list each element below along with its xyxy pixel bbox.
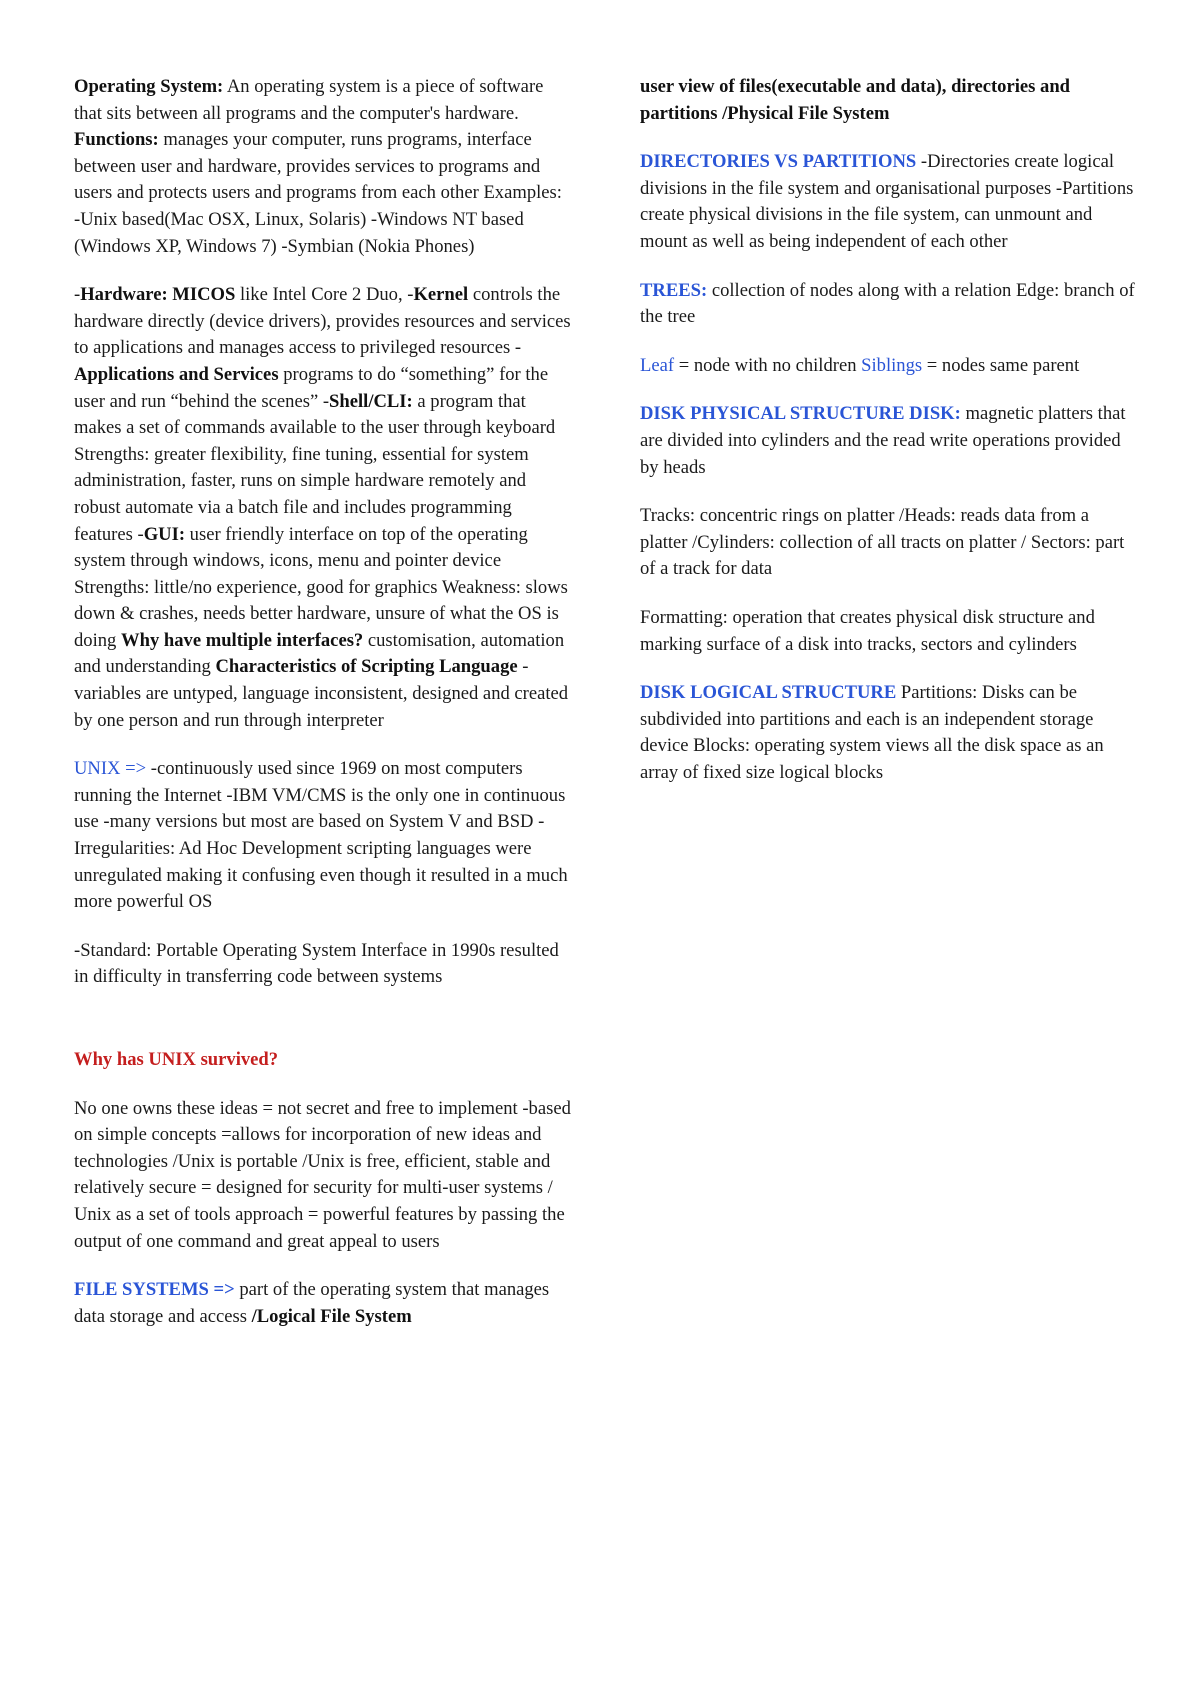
os-paragraph <box>74 74 572 260</box>
leaf-text: = node with no children <box>674 354 862 376</box>
disk-logical-paragraph <box>640 680 1140 786</box>
leaf-label: Leaf <box>640 354 675 376</box>
hardware-text-7: -variables are untyped, language inconsistent, designed and created by one person and run through interpreter <box>74 656 569 731</box>
file-systems-continued: user view of files(executable and data), directories and partitions /Physical File System <box>640 76 1071 124</box>
disk-logical-heading: DISK LOGICAL STRUCTURE <box>640 682 897 704</box>
file-systems-heading: FILE SYSTEMS => <box>74 1279 235 1301</box>
disk-physical-heading: DISK PHYSICAL STRUCTURE DISK: <box>640 403 961 425</box>
left-column <box>74 74 572 1352</box>
unix-paragraph <box>74 756 572 916</box>
hardware-text-5: user friendly interface on top of the operating system through windows, icons, menu and pointer device Strengths: little/no experience, good for graphics Weakness: slows down & crashes, needs better hardware, unsure of what the OS is doing <box>74 523 568 651</box>
logical-file-system-label: /Logical File System <box>251 1305 412 1327</box>
trees-heading: TREES: <box>640 279 708 301</box>
disk-physical-paragraph <box>640 401 1140 481</box>
hardware-text-2: controls the hardware directly (device drivers), provides resources and services to applications and manages access to privileged resources - <box>74 284 571 359</box>
directories-heading: DIRECTORIES VS PARTITIONS <box>640 151 917 173</box>
file-systems-paragraph <box>74 1277 572 1330</box>
hardware-text-3: programs to do “something” for the user and run “behind the scenes” - <box>74 363 549 412</box>
hardware-label: Hardware: MICOS <box>80 284 236 306</box>
siblings-text: = nodes same parent <box>922 354 1080 376</box>
standard-paragraph: -Standard: Portable Operating System Interface in 1990s resulted in difficulty in transferring code between systems <box>74 939 559 988</box>
applications-label: Applications and Services <box>74 363 279 385</box>
scripting-label: Characteristics of Scripting Language <box>215 656 518 678</box>
disk-physical-text: magnetic platters that are divided into cylinders and the read write operations provided by heads <box>640 403 1126 478</box>
os-label: Operating System: <box>74 76 224 97</box>
trees-text: collection of nodes along with a relation Edge: branch of the tree <box>640 279 1135 328</box>
directories-text: -Directories create logical divisions in the file system and organisational purposes -Partitions create physical divisions in the file system, can unmount and mount as well as being independent of each other <box>640 151 1134 252</box>
unix-text: -continuously used since 1969 on most computers running the Internet -IBM VM/CMS is the only one in continuous use -many versions but most are based on System V and BSD -Irregularities: Ad Hoc Development scripting languages were unregulated making it confusing even though it resulted in a much more powerful OS <box>74 758 568 913</box>
survived-paragraph: No one owns these ideas = not secret and free to implement -based on simple concepts =allows for incorporation of new ideas and technologies /Unix is portable /Unix is free, efficient, stable and relatively secure = designed for security for multi-user systems / Unix as a set of tools approach = powerful features by passing the output of one command and great appeal to users <box>74 1097 571 1252</box>
siblings-label: Siblings <box>861 354 923 376</box>
shell-label: Shell/CLI: <box>329 390 413 412</box>
formatting-paragraph: Formatting: operation that creates physical disk structure and marking surface of a disk into tracks, sectors and cylinders <box>640 606 1095 655</box>
survived-heading: Why has UNIX survived? <box>74 1049 279 1070</box>
leaf-paragraph <box>640 353 1140 380</box>
functions-label: Functions: <box>74 129 159 151</box>
unix-heading: UNIX => <box>74 758 147 780</box>
trees-paragraph <box>640 278 1140 331</box>
file-systems-text: part of the operating system that manages data storage and access <box>74 1279 550 1327</box>
gui-label: GUI: <box>143 523 186 545</box>
right-column <box>640 74 1140 808</box>
why-interfaces-label: Why have multiple interfaces? <box>121 629 364 651</box>
directories-paragraph <box>640 149 1140 255</box>
kernel-label: Kernel <box>413 284 469 306</box>
os-text-2: manages your computer, runs programs, interface between user and hardware, provides services to programs and users and protects users and programs from each other Examples: -Unix based(Mac OSX, Linux, Solaris) -Windows NT based (Windows XP, Windows 7) -Symbian (Nokia Phones) <box>74 129 562 257</box>
hardware-text-4: a program that makes a set of commands available to the user through keyboard Strengths: greater flexibility, fine tuning, essential for system administration, faster, runs on simple hardware remotely and robust automate via a batch file and includes programming features - <box>74 390 556 545</box>
hardware-dash: - <box>74 284 81 306</box>
disk-logical-text: Partitions: Disks can be subdivided into partitions and each is an independent storage device Blocks: operating system views all the disk space as an array of fixed size logical blocks <box>640 682 1104 783</box>
hardware-paragraph <box>74 282 572 734</box>
hardware-text-6: customisation, automation and understanding <box>74 629 565 678</box>
os-text-1: An operating system is a piece of software that sits between all programs and the computer's hardware. <box>74 76 544 124</box>
hardware-text-1: like Intel Core 2 Duo, - <box>235 284 414 306</box>
tracks-paragraph: Tracks: concentric rings on platter /Heads: reads data from a platter /Cylinders: collection of all tracts on platter / Sectors: part of a track for data <box>640 505 1125 580</box>
